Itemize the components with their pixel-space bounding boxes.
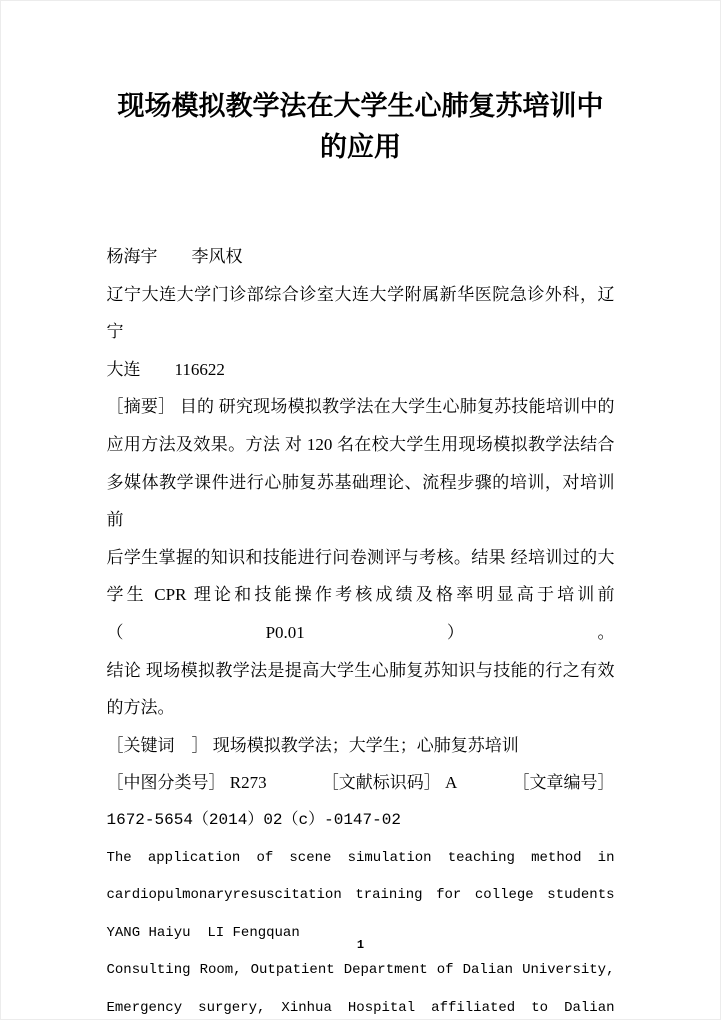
paper-title-line-1: 现场模拟教学法在大学生心肺复苏培训中 bbox=[117, 91, 604, 121]
abstract-line-last: 的方法。 bbox=[106, 698, 175, 718]
classification-line bbox=[107, 764, 615, 802]
english-title-line-2: cardiopulmonaryresuscitation training for college students bbox=[106, 887, 615, 904]
abstract-line: ［摘要］ 目的 研究现场模拟教学法在大学生心肺复苏技能培训中的 bbox=[106, 397, 615, 417]
english-authors-line: YANG Haiyu LI Fengquan bbox=[106, 924, 300, 941]
paper-title-line-2: 的应用 bbox=[320, 132, 401, 162]
abstract-line: 学生 CPR 理论和技能操作考核成绩及格率明显高于培训前（P0.01）。 bbox=[106, 585, 615, 642]
paper-title bbox=[0, 0, 721, 168]
article-number-line: 1672-5654（2014）02（c）-0147-02 bbox=[106, 810, 401, 829]
page-number: 1 bbox=[356, 938, 365, 952]
authors-line: 杨海宇 李风权 bbox=[106, 247, 243, 266]
abstract-line: 后学生掌握的知识和技能进行问卷测评与考核。结果 经培训过的大 bbox=[106, 547, 615, 567]
english-affiliation-line-1: Consulting Room, Outpatient Department of Dalian University, bbox=[106, 962, 615, 979]
paper-body bbox=[107, 238, 615, 1020]
abstract-line: 多媒体教学课件进行心肺复苏基础理论、流程步骤的培训，对培训前 bbox=[106, 472, 615, 530]
english-title-line-1: The application of scene simulation teaching method in bbox=[106, 849, 615, 866]
article-number-label: ［文章编号］ bbox=[512, 773, 615, 793]
document-code: ［文献标识码］ A bbox=[321, 773, 458, 793]
affiliation-line-2: 大连 116622 bbox=[106, 359, 225, 379]
affiliation-line-1: 辽宁大连大学门诊部综合诊室大连大学附属新华医院急诊外科，辽宁 bbox=[106, 284, 615, 342]
keywords-line: ［关键词 ］ 现场模拟教学法；大学生；心肺复苏培训 bbox=[106, 735, 519, 755]
abstract-line: 结论 现场模拟教学法是提高大学生心肺复苏知识与技能的行之有效 bbox=[106, 660, 615, 680]
clc-number: ［中图分类号］ R273 bbox=[106, 773, 267, 793]
abstract-line: 应用方法及效果。方法 对 120 名在校大学生用现场模拟教学法结合 bbox=[106, 434, 615, 454]
english-affiliation-line-2: Emergency surgery, Xinhua Hospital affiliated to Dalian bbox=[106, 999, 615, 1016]
